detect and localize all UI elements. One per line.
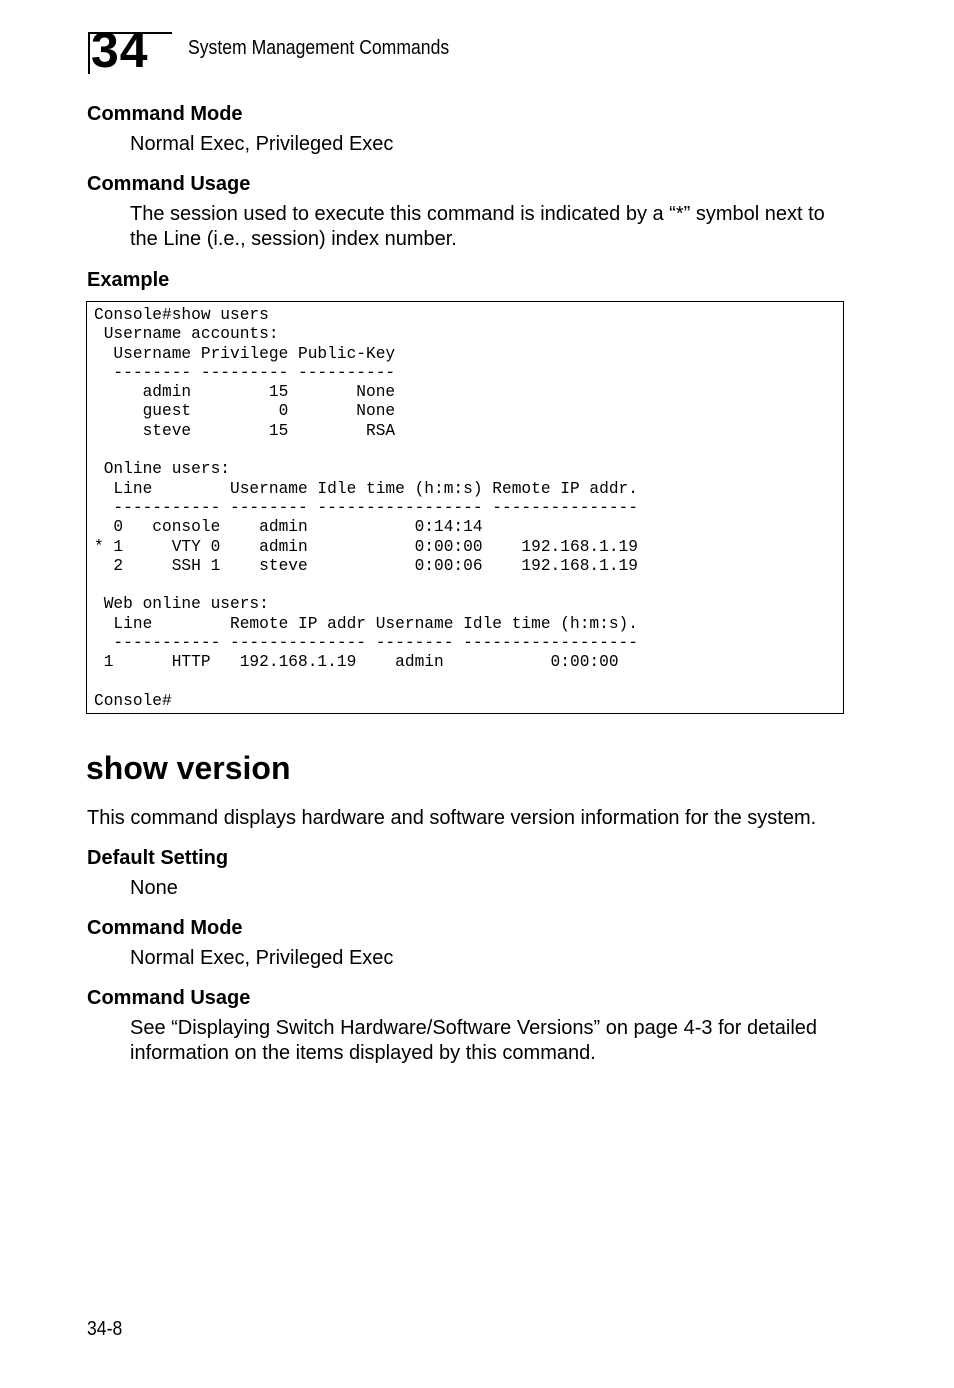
version-command-mode-text: Normal Exec, Privileged Exec <box>130 947 394 969</box>
section-title: show version <box>86 750 291 786</box>
version-command-usage-text: See “Displaying Switch Hardware/Software Versions” on page 4-3 for detailed information on the items displayed by this command. <box>130 1017 818 1064</box>
page-number: 34-8 <box>87 1318 123 1340</box>
example-code: Console#show users Username accounts: Username Privilege Public-Key -------- --------- ---------- admin 15 None guest 0 None steve 15 RSA Online users: Line Username Idle time (h:m:s) Remote IP addr. ----------- -------- ----------------- --------------- 0 console admin 0:14:14 * 1 VTY 0 admin 0:00:00 192.168.1.19 2 SSH 1 steve 0:00:06 192.168.1.19 Web online users: Line Remote IP addr Username Idle time (h:m:s). ----------- -------------- -------- ------------------ 1 HTTP 192.168.1.19 admin 0:00:00 Console# <box>94 306 638 710</box>
version-command-usage-heading: Command Usage <box>87 987 251 1009</box>
section-description: This command displays hardware and software version information for the system. <box>87 807 817 829</box>
command-usage-heading: Command Usage <box>87 173 251 195</box>
command-mode-heading: Command Mode <box>87 103 243 125</box>
command-mode-text: Normal Exec, Privileged Exec <box>130 133 394 155</box>
example-heading: Example <box>87 269 170 291</box>
chapter-title: System Management Commands <box>188 37 450 59</box>
default-setting-heading: Default Setting <box>87 847 229 869</box>
chapter-number: 34 <box>91 22 149 78</box>
command-usage-text: The session used to execute this command is indicated by a “*” symbol next to the Line (i.e., session) index number. <box>130 203 825 250</box>
default-setting-text: None <box>130 877 178 899</box>
example-code-box <box>86 301 844 714</box>
version-command-mode-heading: Command Mode <box>87 917 243 939</box>
